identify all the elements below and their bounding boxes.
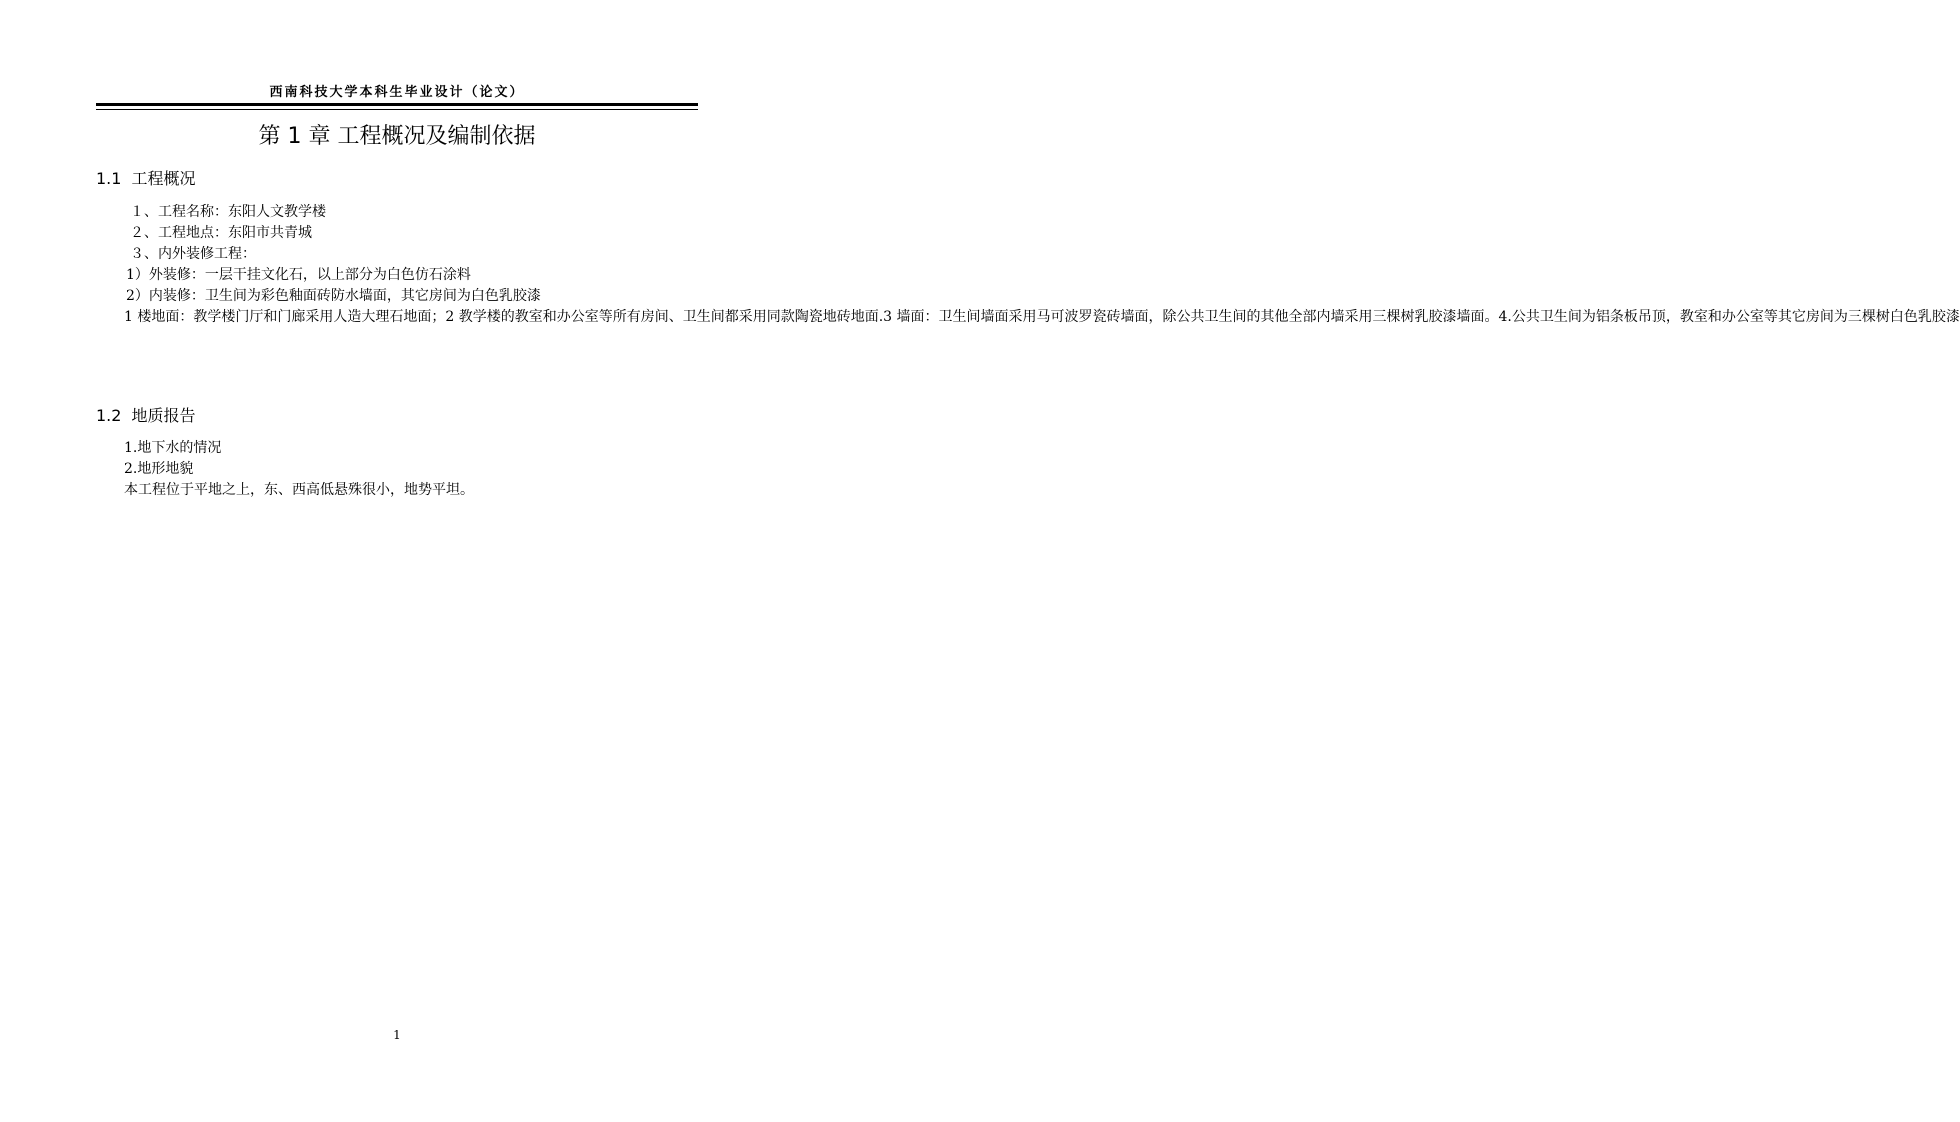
chapter-title: 第 1 章 工程概况及编制依据 bbox=[258, 124, 536, 149]
header-rule-thick bbox=[96, 103, 698, 106]
running-header: 西南科技大学本科生毕业设计（论文） bbox=[269, 85, 525, 100]
list-item-project-location: ２、工程地点：东阳市共青城 bbox=[130, 225, 312, 241]
header-rule-thin bbox=[96, 109, 698, 110]
list-item-interior-decoration: 2）内装修：卫生间为彩色釉面砖防水墙面，其它房间为白色乳胶漆 bbox=[126, 288, 541, 304]
section-title: 工程概况 bbox=[131, 169, 196, 188]
list-item-terrain: 2.地形地貌 bbox=[124, 461, 194, 477]
section-number: 1.1 bbox=[96, 169, 122, 188]
list-item-project-name: １、工程名称：东阳人文教学楼 bbox=[130, 204, 326, 220]
section-number: 1.2 bbox=[96, 406, 122, 425]
section-1-1-body bbox=[96, 202, 1960, 328]
floor-wall-ceiling-paragraph: 1 楼地面：教学楼门厅和门廊采用人造大理石地面；2 教学楼的教室和办公室等所有房间、卫生间都采用同款陶瓷地砖地面.3 墙面：卫生间墙面采用马可波罗瓷砖墙面，除公共卫生间的其他全部内墙采用三棵树乳胶漆墙面。4.公共卫生间为铝条板吊顶，教室和办公室等其它房间为三棵树白色乳胶漆 bbox=[124, 309, 1960, 325]
list-item-exterior-decoration: 1）外装修：一层干挂文化石，以上部分为白色仿石涂料 bbox=[126, 267, 471, 283]
section-title: 地质报告 bbox=[131, 406, 196, 425]
terrain-description: 本工程位于平地之上，东、西高低悬殊很小，地势平坦。 bbox=[124, 482, 474, 498]
section-heading-1-2 bbox=[96, 405, 195, 427]
section-heading-1-1 bbox=[96, 168, 195, 190]
section-1-2-body bbox=[96, 438, 698, 501]
list-item-decoration-works: ３、内外装修工程： bbox=[130, 246, 256, 262]
page-number: 1 bbox=[393, 1028, 401, 1042]
list-item-groundwater: 1.地下水的情况 bbox=[124, 440, 222, 456]
